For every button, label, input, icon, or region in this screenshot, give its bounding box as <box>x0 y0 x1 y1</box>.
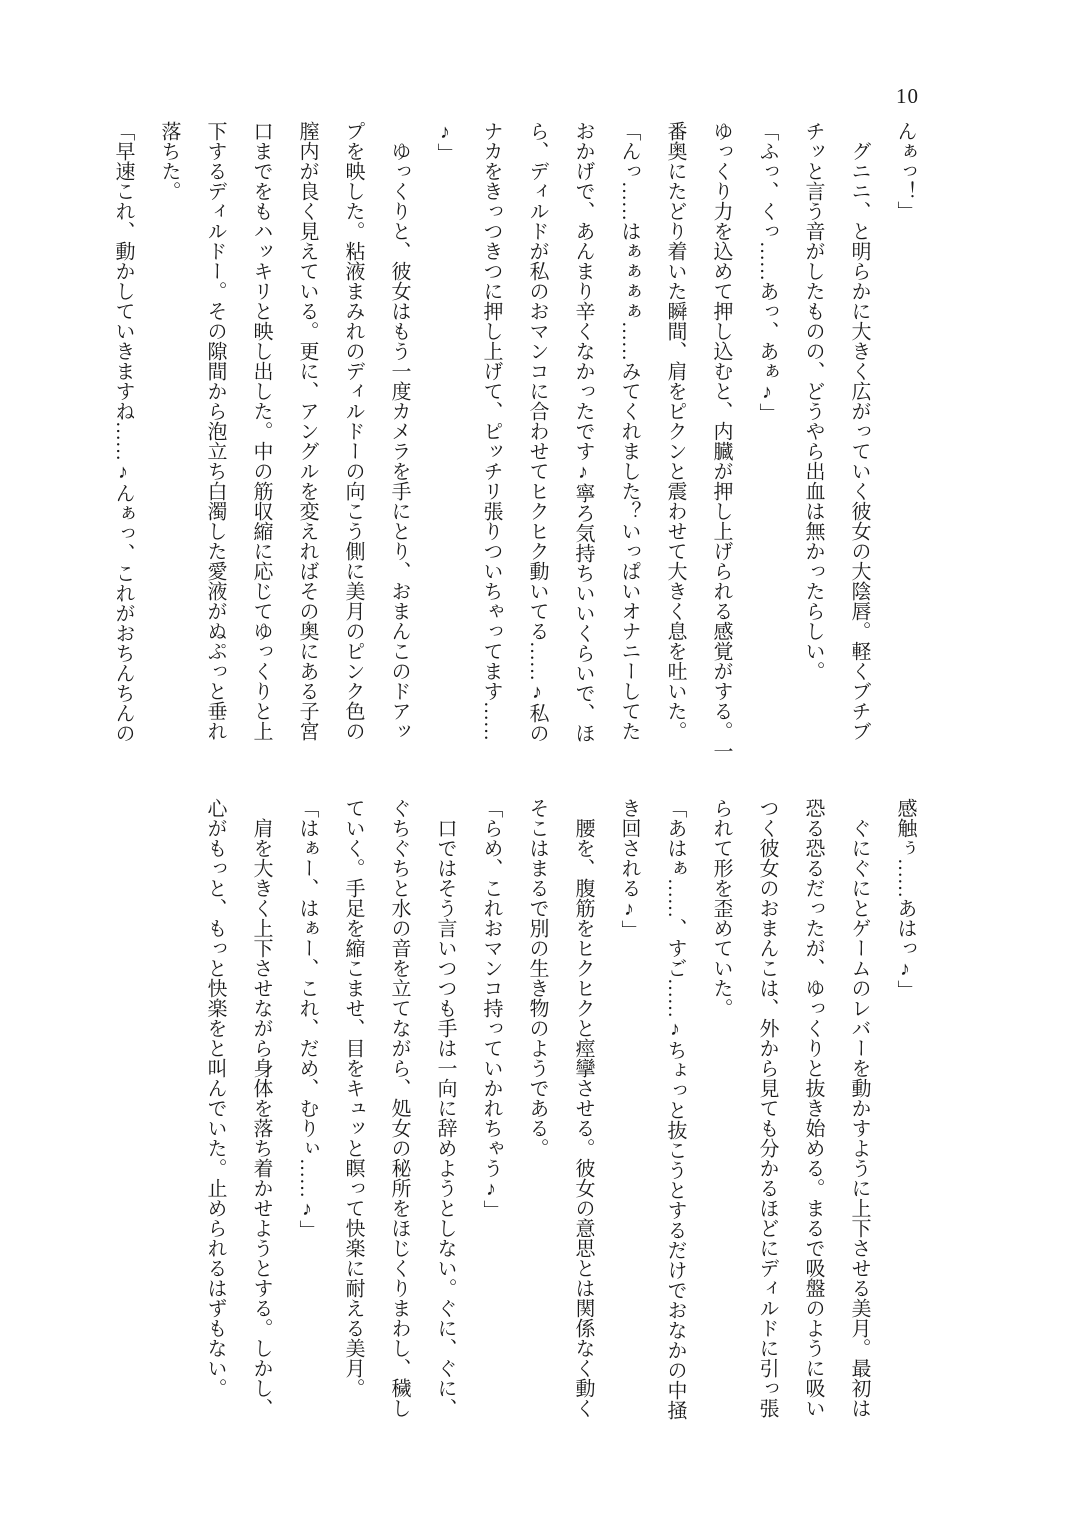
text-line: ていく。手足を縮こませ、目をキュッと瞑って快楽に耐える美月。 <box>342 798 364 1398</box>
text-line: プを映した。粘液まみれのディルドーの向こう側に美月のピンク色の <box>342 121 364 741</box>
text-line: んぁっ！」 <box>894 121 916 221</box>
text-line: 肩を大きく上下させながら身体を落ち着かせようとする。しかし、 <box>250 798 272 1418</box>
text-block-bottom <box>192 798 928 1462</box>
text-line: 腰を、腹筋をヒクヒクと痙攣させる。彼女の意思とは関係なく動く <box>572 798 594 1418</box>
text-line: チッと言う音がしたものの、どうやら出血は無かったらしい。 <box>802 121 824 681</box>
text-line: ゆっくり力を込めて押し込むと、内臓が押し上げられる感覚がする。一 <box>710 121 732 761</box>
text-line: 恐る恐るだったが、ゆっくりと抜き始める。まるで吸盤のように吸い <box>802 798 824 1418</box>
text-line: ♪」 <box>434 121 456 163</box>
text-line: 「あはぁ……、すご……♪ちょっと抜こうとするだけでおなかの中掻 <box>664 798 686 1420</box>
text-line: 感触ぅ……あはっ♪」 <box>894 798 916 1000</box>
text-line: 口ではそう言いつつも手は一向に辞めようとしない。ぐに、ぐに、 <box>434 798 456 1418</box>
text-line: 「ふっ、くっ……あっ、あぁ♪」 <box>756 121 778 423</box>
text-line: おかげで、あんまり辛くなかったです♪寧ろ気持ちいいくらいで、ほ <box>572 121 594 743</box>
text-line: ゆっくりと、彼女はもう一度カメラを手にとり、おまんこのドアッ <box>388 121 410 741</box>
text-line: グニニ、と明らかに大きく広がっていく彼女の大陰唇。軽くブチブ <box>848 121 870 741</box>
text-line: 心がもっと、もっと快楽をと叫んでいた。止められるはずもない。 <box>204 798 226 1398</box>
text-line: ナカをきっつきつに押し上げて、ピッチリ張りついちゃってます…… <box>480 121 502 741</box>
text-block-top <box>100 121 928 773</box>
text-line: 膣内が良く見えている。更に、アングルを変えればその奥にある子宮 <box>296 121 318 741</box>
text-line: 下するディルドー。その隙間から泡立ち白濁した愛液がぬぷっと垂れ <box>204 121 226 741</box>
text-line: ぐちぐちと水の音を立てながら、処女の秘所をほじくりまわし、穢し <box>388 798 410 1418</box>
text-line: ら、ディルドが私のおマンコに合わせてヒクヒク動いてる……♪私の <box>526 121 548 743</box>
text-line: き回される♪」 <box>618 798 640 940</box>
page-number: 10 <box>896 84 919 108</box>
text-line: 「らめ、これおマンコ持っていかれちゃう♪」 <box>480 798 502 1220</box>
text-line: そこはまるで別の生き物のようである。 <box>526 798 548 1158</box>
text-line: 「んっ……はぁぁぁぁ……みてくれました？いっぱいオナニーしてた <box>618 121 640 741</box>
text-line: ぐにぐにとゲームのレバーを動かすように上下させる美月。最初は <box>848 798 870 1418</box>
text-line: 口までをもハッキリと映し出した。中の筋収縮に応じてゆっくりと上 <box>250 121 272 741</box>
text-line: 番奥にたどり着いた瞬間、肩をピクンと震わせて大きく息を吐いた。 <box>664 121 686 741</box>
text-line: 落ちた。 <box>158 121 180 201</box>
text-line: つく彼女のおまんこは、外から見ても分かるほどにディルドに引っ張 <box>756 798 778 1418</box>
text-line: られて形を歪めていた。 <box>710 798 732 1018</box>
text-line: 「早速これ、動かしていきますね……♪んぁっ、これがおちんちんの <box>112 121 134 743</box>
text-line: 「はぁー、はぁー、これ、だめ、むりぃ……♪」 <box>296 798 318 1240</box>
